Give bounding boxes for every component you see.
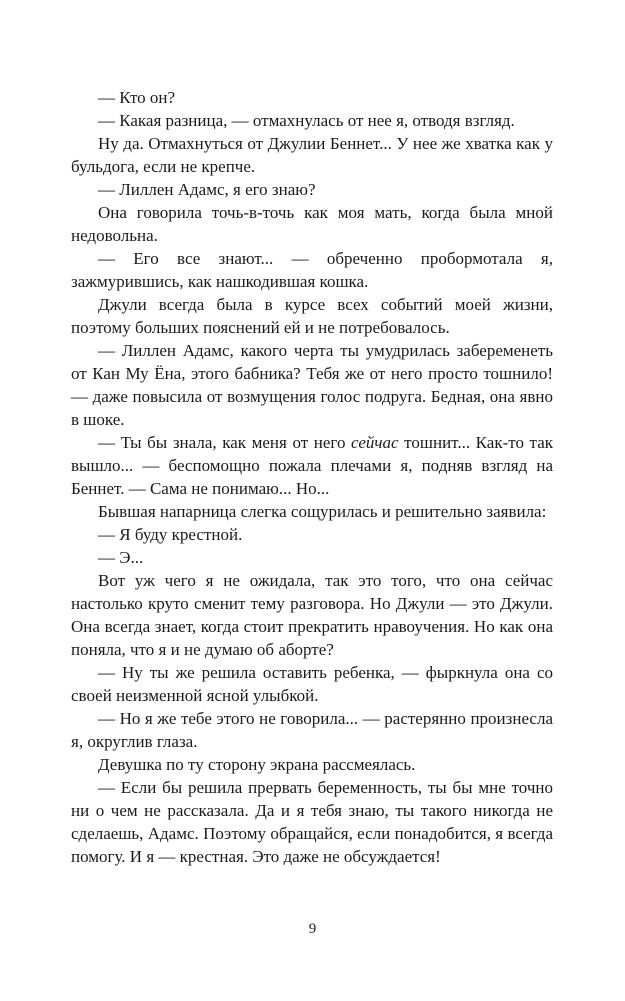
paragraph bbox=[71, 569, 553, 661]
text-run: — Его все знают... — обреченно пробормотала я, зажмурившись, как нашкодившая кошка. bbox=[71, 249, 553, 291]
paragraph bbox=[71, 661, 553, 707]
page-number: 9 bbox=[308, 921, 317, 937]
text-run: — Я буду крестной. bbox=[98, 525, 243, 544]
text-run: Вот уж чего я не ожидала, так это того, что она сейчас настолько круто сменит тему разговора. Но Джули — это Джули. Она всегда знает, когда стоит прекратить нравоучения. Но как она поняла, что я и не думаю об аборте? bbox=[71, 571, 553, 659]
text-run: Девушка по ту сторону экрана рассмеялась. bbox=[98, 755, 416, 774]
paragraph bbox=[71, 776, 553, 868]
text-run: — Ты бы знала, как меня от него bbox=[98, 433, 352, 452]
paragraph bbox=[71, 86, 553, 109]
paragraph bbox=[71, 201, 553, 247]
text-run: — Но я же тебе этого не говорила... — растерянно произнесла я, округлив глаза. bbox=[71, 709, 553, 751]
paragraph bbox=[71, 500, 553, 523]
italic-text: сейчас bbox=[351, 433, 399, 452]
text-run: Бывшая напарница слегка сощурилась и решительно заявила: bbox=[98, 502, 547, 521]
text-run: Ну да. Отмахнуться от Джулии Беннет... У нее же хватка как у бульдога, если не крепче. bbox=[71, 134, 553, 176]
paragraph bbox=[71, 523, 553, 546]
paragraph bbox=[71, 431, 553, 500]
text-run: — Ну ты же решила оставить ребенка, — фыркнула она со своей неизменной ясной улыбкой. bbox=[71, 663, 553, 705]
text-run: — Какая разница, — отмахнулась от нее я, отводя взгляд. bbox=[98, 111, 515, 130]
page-text bbox=[71, 86, 553, 868]
paragraph bbox=[71, 293, 553, 339]
paragraph bbox=[71, 707, 553, 753]
paragraph bbox=[71, 109, 553, 132]
text-run: — Кто он? bbox=[98, 88, 176, 107]
text-run: — Лиллен Адамс, я его знаю? bbox=[98, 180, 316, 199]
text-run: тошнит... Как-то так вышло... — беспомощно пожала плечами я, подняв взгляд на Беннет. — Сама не понимаю... Но... bbox=[71, 433, 553, 498]
paragraph bbox=[71, 339, 553, 431]
text-run: — Если бы решила прервать беременность, ты бы мне точно ни о чем не рассказала. Да и я тебя знаю, ты такого никогда не сделаешь, Адамс. Поэтому обращайся, если понадобится, я всегда помогу. И я — крестная. Это даже не обсуждается! bbox=[71, 778, 553, 866]
text-run: Джули всегда была в курсе всех событий моей жизни, поэтому больших пояснений ей и не потребовалось. bbox=[71, 295, 553, 337]
paragraph bbox=[71, 132, 553, 178]
text-run: — Лиллен Адамс, какого черта ты умудрилась забеременеть от Кан Му Ёна, этого бабника? Тебя же от него просто тошнило! — даже повысила от возмущения голос подруга. Бедная, она явно в шоке. bbox=[71, 341, 553, 429]
text-run: — Э... bbox=[98, 548, 144, 567]
text-run: Она говорила точь-в-точь как моя мать, когда была мной недовольна. bbox=[71, 203, 553, 245]
paragraph bbox=[71, 247, 553, 293]
paragraph bbox=[71, 178, 553, 201]
paragraph bbox=[71, 546, 553, 569]
paragraph bbox=[71, 753, 553, 776]
